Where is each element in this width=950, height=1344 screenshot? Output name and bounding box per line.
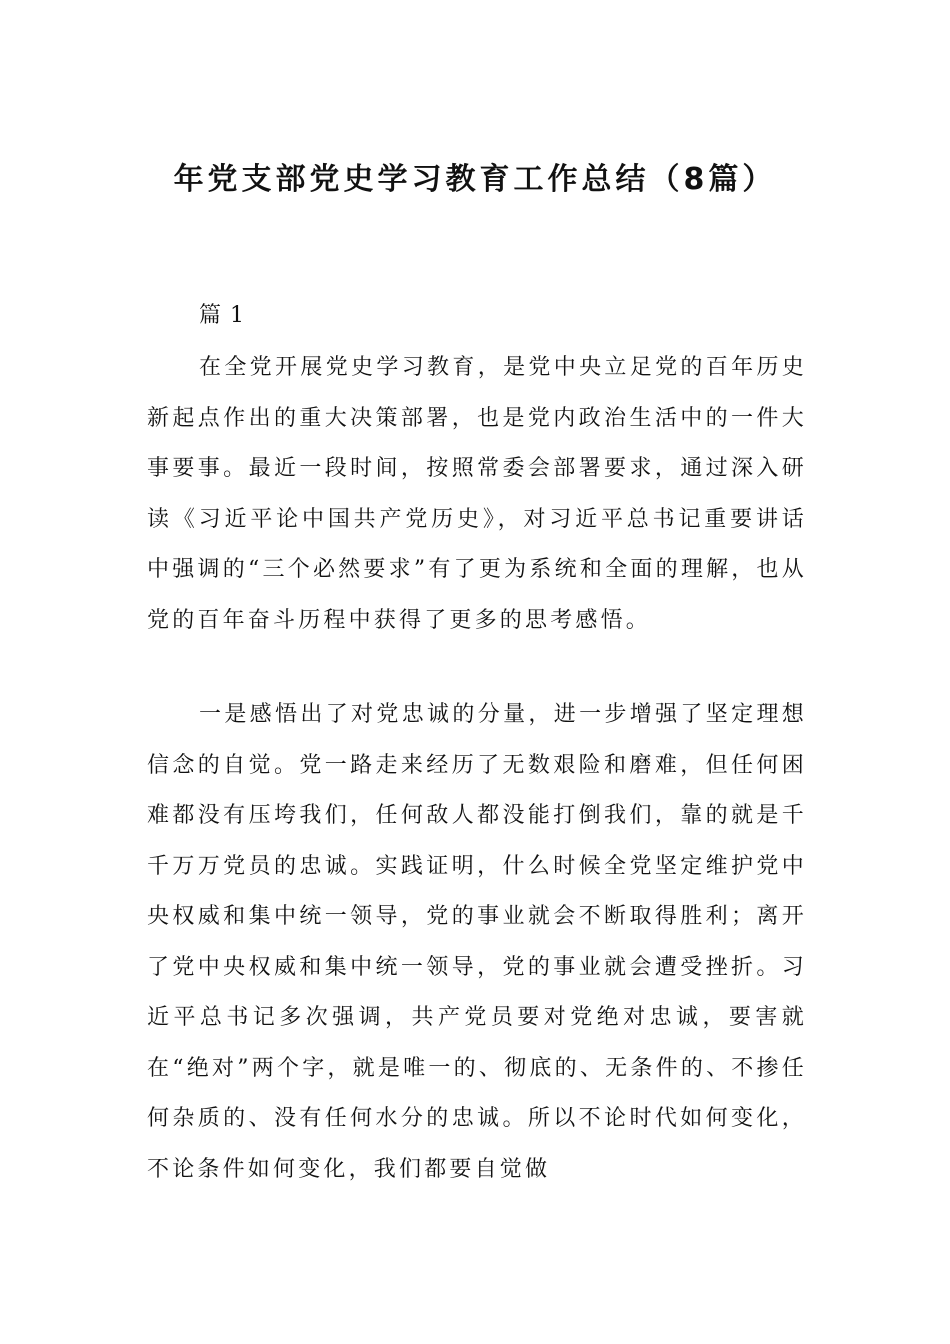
document-title: 年党支部党史学习教育工作总结（8篇） [173, 162, 777, 197]
section-label: 篇 1 [199, 303, 245, 328]
paragraph-intro: 在全党开展党史学习教育，是党中央立足党的百年历史新起点作出的重大决策部署，也是党内政治生活中的一件大事要事。最近一段时间，按照常委会部署要求，通过深入研读《习近平论中国共产党历史》，对习近平总书记重要讲话中强调的“三个必然要求”有了更为系统和全面的理解，也从党的百年奋斗历程中获得了更多的思考感悟。 [147, 355, 807, 633]
paragraph-point-one: 一是感悟出了对党忠诚的分量，进一步增强了坚定理想信念的自觉。党一路走来经历了无数艰险和磨难，但任何困难都没有压垮我们，任何敌人都没能打倒我们，靠的就是千千万万党员的忠诚。实践证明，什么时候全党坚定维护党中央权威和集中统一领导，党的事业就会不断取得胜利；离开了党中央权威和集中统一领导，党的事业就会遭受挫折。习近平总书记多次强调，共产党员要对党绝对忠诚，要害就在“绝对”两个字，就是唯一的、彻底的、无条件的、不掺任何杂质的、没有任何水分的忠诚。所以不论时代如何变化，不论条件如何变化，我们都要自觉做 [147, 702, 807, 1182]
